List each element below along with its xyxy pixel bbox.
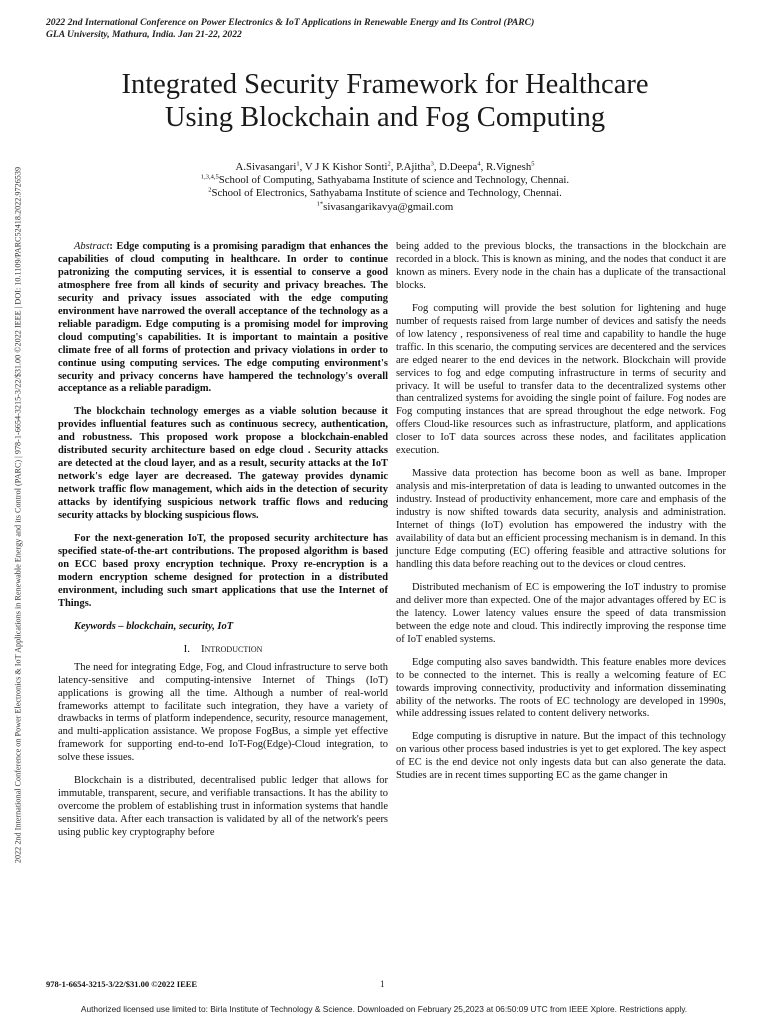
abstract-text: : Edge computing is a promising paradigm that enhances the capabilities of cloud computing in healthcare. In order to continue patronizing the computing services, it is essential to conserve a good atmosphere free from all kinds of security and privacy breaches. The security and privacy issues associated with the edge computing environment have narrowed the overall acceptance of the technology as a reliable paradigm. Edge computing is a promising model for improving cloud computing's capabilities. It is important to maintain a positive climate free of all forms of protection and privacy violations in order to continue using computing services. The edge computing environment's security and privacy concerns have hampered the technology's overall acceptance as a reliable paradigm. (58, 241, 388, 395)
affiliation-2-sup: 2 (208, 186, 212, 194)
author-names (90, 161, 680, 174)
author-1-sup: 1 (296, 160, 300, 168)
affiliation-1-text: School of Computing, Sathyabama Institute of science and Technology, Chennai. (218, 174, 570, 187)
right-paragraph-6: Edge computing is disruptive in nature. But the impact of this technology on various other process based industries is yet to get explored. The key aspect of EC is the end device not only ingests data but can also generate the data. Studies are in recent times supporting EC as the game changer in (396, 731, 726, 782)
right-paragraph-2: Fog computing will provide the best solution for lightening and huge number of requests raised from large number of devices and satisfy the needs of low latency , responsiveness of real time and capability to handle the huge traffic. In this scenario, the computing services are decentered and the services are edged nearer to the end devices in the network. Blockchain will provide services to fog and edge computing infrastructure in terms of security and privacy. It will be useful to transfer data to the decentralized systems other than centralized systems for avoiding the single point of failure. Fog nodes are Fog computing instances that are spread throughout the edge network. Fog offers Cloud-like resources such as infrastructure, platform, and applications closer to IoT data sources across these nodes, and facilitates application execution. (396, 302, 726, 457)
section-heading (58, 643, 388, 656)
abstract-paragraph-2: The blockchain technology emerges as a viable solution because it provides influential features such as continuous secrecy, authentication, and robustness. This proposed work propose a blockchain-enabled distributed security architecture based on edge cloud . Security attacks are detected at the cloud layer, and as a result, security attacks at the IoT network's edge layer are decreased. The gateway provides dynamic network traffic flow management, which aids in the detection of security attacks by identifying suspicious network traffic flows and reducing security attacks by blocking suspicious flows. (58, 406, 388, 522)
left-column (58, 241, 388, 850)
right-paragraph-3: Massive data protection has become boon as well as bane. Improper analysis and mis-interpretation of data is leading to unwanted outcomes in the industry. Instead of productivity enhancement, more care and emphasis of the industry is now shifted towards data security, analysis and administration. Internet of things (IoT) evolution has empowered the industry with the availability of data but an efficient processing mechanism is in demand. In this juncture Edge computing (EC) offering feasible and attractive solutions for handling this data before reaching out to the devices or cloud centres. (396, 468, 726, 570)
keywords: Keywords – blockchain, security, IoT (74, 620, 234, 632)
paper-title (60, 68, 710, 134)
author-block (90, 161, 680, 214)
authorized-use-notice: Authorized licensed use limited to: Birla Institute of Technology & Science. Downloaded on February 25,2023 at 06:50:09 UTC from IEEE Xplore. Restrictions apply. (80, 1004, 688, 1014)
abstract-label: Abstract (74, 241, 110, 252)
author-3-sup: 3 (430, 160, 434, 168)
author-5-sup: 5 (531, 160, 535, 168)
conference-name: 2022 2nd International Conference on Power Electronics & IoT Applications in Renewable Energy and Its Control (PARC) (46, 17, 535, 28)
intro-paragraph-2: Blockchain is a distributed, decentralised public ledger that allows for immutable, transparent, secure, and verifiable transactions. It has the ability to overcome the problem of establishing trust in information systems that handle sensitive data. After each transaction is validated by all of the network's peers using public key cryptography before (58, 775, 388, 839)
right-column (396, 241, 726, 793)
author-2-sup: 2 (387, 160, 391, 168)
section-title: Introduction (200, 642, 263, 655)
author-5: , R.Vignesh (480, 161, 532, 173)
email-text: sivasangarikavya@gmail.com (323, 200, 454, 213)
abstract-paragraph-3: For the next-generation IoT, the proposed security architecture has specified state-of-the-art contributions. The proposed algorithm is based on ECC based proxy encryption technique. Proxy re-encryption is a modern encryption scheme designed for protection in a distributed environment, including such smart applications that use the Internet of Things. (58, 533, 388, 609)
right-paragraph-4: Distributed mechanism of EC is empowering the IoT industry to promise and deliver more than expected. One of the major advantages offered by EC is the latency. Lower latency values ensure the speed of data transmission between the edge note and cloud. This indirectly improving the response time of IoT enabled systems. (396, 581, 726, 645)
author-email (90, 201, 680, 214)
author-2: , V J K Kishor Sonti (299, 161, 388, 173)
affiliation-2 (90, 187, 680, 200)
side-banner (2, 100, 34, 930)
side-banner-text: 2022 2nd International Conference on Power Electronics & IoT Applications in Renewable Energy and its Control (PARC) | 978-1-6654-3215-3/22/$31.00 ©2022 IEEE | DOI: 10.1109/PARC52418.2022.9726539 (13, 166, 23, 864)
author-3: , P.Ajitha (390, 161, 431, 173)
affiliation-1-sup: 1,3,4,5 (200, 173, 219, 181)
right-paragraph-1: being added to the previous blocks, the transactions in the blockchain are recorded in a block. This is known as mining, and the nodes that conduct it are known as miners. Every node in the chain has a duplicate of the transactional blocks. (396, 241, 726, 291)
email-sup: 1* (316, 200, 324, 208)
copyright-line: 978-1-6654-3215-3/22/$31.00 ©2022 IEEE (46, 979, 198, 989)
affiliation-2-text: School of Electronics, Sathyabama Institute of science and Technology, Chennai. (211, 187, 562, 200)
author-4: , D.Deepa (433, 161, 478, 173)
intro-paragraph-1: The need for integrating Edge, Fog, and Cloud infrastructure to serve both latency-sensitive and computing-intensive Internet of Things (IoT) applications is growing all the time. Although a number of real-world frameworks attempt to facilitate such integration, they have a variety of drawbacks in terms of platform independence, security, resource management, and multi-application assistance. We propose FogBus, a simple yet effective framework for supporting end-to-end IoT-Fog(Edge)-Cloud integration, to solve these issues. (58, 661, 388, 764)
abstract (58, 241, 388, 396)
section-number: I. (183, 642, 190, 655)
page-number: 1 (380, 979, 385, 989)
title-line-2: Using Blockchain and Fog Computing (164, 102, 606, 133)
author-4-sup: 4 (477, 160, 481, 168)
affiliation-1 (90, 174, 680, 187)
conference-header (46, 17, 726, 41)
right-paragraph-5: Edge computing also saves bandwidth. This feature enables more devices to be connected to the internet. This is really a welcoming feature of EC towards improving connectivity, productivity and information disseminating ability of the networks. The roots of EC technology are developed in 1990s, while addressing issues related to content delivery networks. (396, 656, 726, 720)
title-line-1: Integrated Security Framework for Healthcare (121, 69, 649, 100)
conference-venue: GLA University, Mathura, India. Jan 21-22, 2022 (46, 29, 242, 40)
author-1: A.Sivasangari (235, 161, 297, 173)
